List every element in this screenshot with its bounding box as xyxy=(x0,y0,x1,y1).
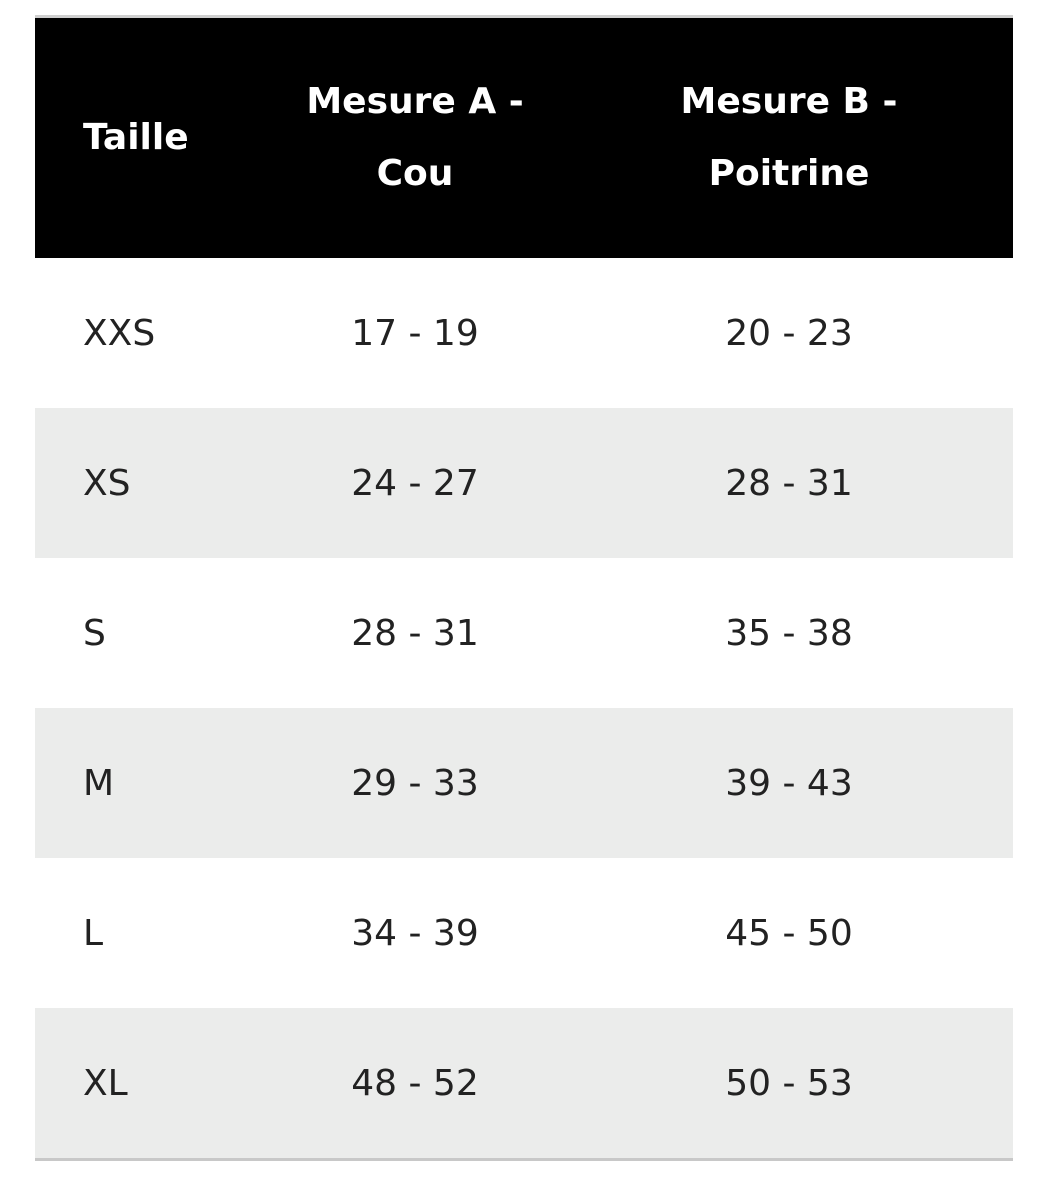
header-size-cell xyxy=(35,18,265,258)
size-cell: M xyxy=(83,762,115,804)
size-cell: L xyxy=(83,912,104,954)
size-cell: XS xyxy=(83,462,131,504)
measure-a-cell: 29 - 33 xyxy=(351,762,479,804)
size-cell: XXS xyxy=(83,312,156,354)
header-size-label: Taille xyxy=(83,117,189,158)
measure-b-cell: 20 - 23 xyxy=(725,312,853,354)
measure-b-cell: 35 - 38 xyxy=(725,612,853,654)
measure-a-cell: 34 - 39 xyxy=(351,912,479,954)
header-measure-a-cell xyxy=(265,18,565,258)
header-measure-a-label: Mesure A - Cou xyxy=(306,81,524,194)
measure-a-cell: 28 - 31 xyxy=(351,612,479,654)
table-row xyxy=(35,858,1013,1008)
size-cell: S xyxy=(83,612,106,654)
measure-b-cell: 50 - 53 xyxy=(725,1062,853,1104)
table-row xyxy=(35,708,1013,858)
table-row xyxy=(35,1008,1013,1158)
header-measure-b-label: Mesure B - Poitrine xyxy=(680,81,898,194)
measure-a-cell: 48 - 52 xyxy=(351,1062,479,1104)
header-measure-b-cell xyxy=(565,18,1013,258)
measure-b-cell: 28 - 31 xyxy=(725,462,853,504)
measure-b-cell: 39 - 43 xyxy=(725,762,853,804)
table-bottom-divider xyxy=(35,1158,1013,1161)
table-row xyxy=(35,408,1013,558)
measure-a-cell: 17 - 19 xyxy=(351,312,479,354)
table-row xyxy=(35,258,1013,408)
measure-a-cell: 24 - 27 xyxy=(351,462,479,504)
size-cell: XL xyxy=(83,1062,128,1104)
table-row xyxy=(35,558,1013,708)
measure-b-cell: 45 - 50 xyxy=(725,912,853,954)
size-chart-table xyxy=(35,15,1013,1161)
table-header-row xyxy=(35,18,1013,258)
